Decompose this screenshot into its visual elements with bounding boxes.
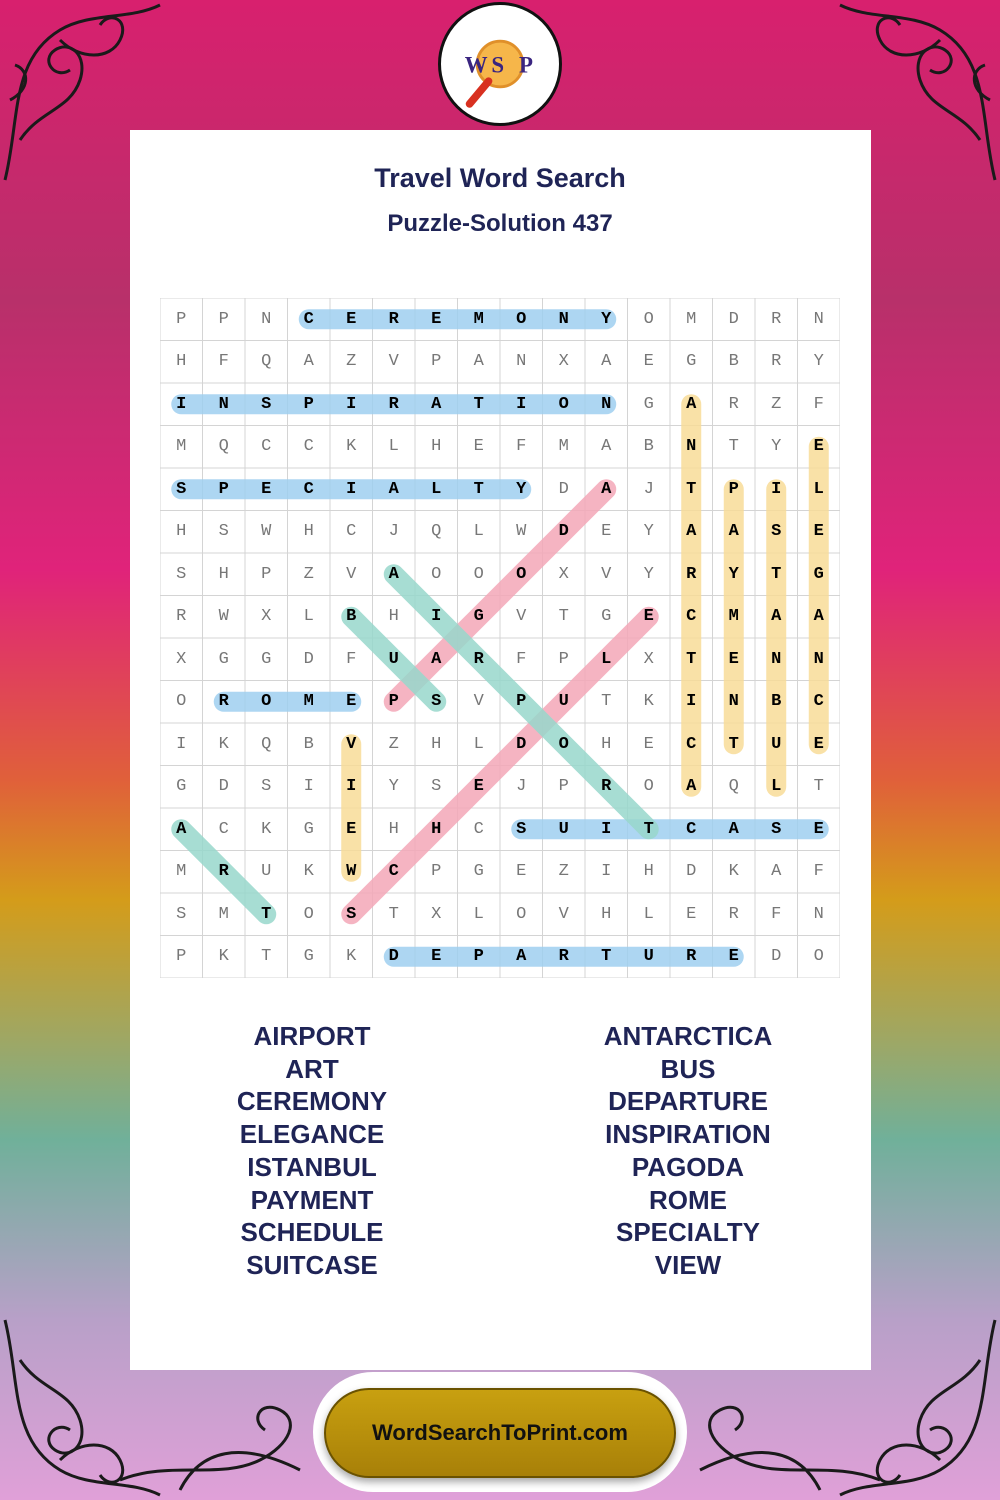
grid-cell[interactable]: Q [728,777,739,797]
grid-cell[interactable]: G [218,649,229,669]
grid-cell[interactable]: X [176,649,187,669]
grid-cell[interactable]: A [473,352,484,372]
grid-cell[interactable]: C [303,479,314,499]
grid-cell[interactable]: T [771,564,782,584]
grid-cell[interactable]: D [686,862,697,882]
grid-cell[interactable]: J [516,777,527,797]
grid-cell[interactable]: K [218,947,229,967]
word-item: ISTANBUL [247,1151,377,1182]
grid-cell[interactable]: R [728,904,739,924]
grid-cell[interactable]: I [346,777,357,797]
grid-cell[interactable]: I [303,777,314,797]
grid-cell[interactable]: M [176,437,187,457]
grid-cell[interactable]: L [813,479,824,499]
grid-cell[interactable]: R [601,777,612,797]
grid-cell[interactable]: P [431,352,442,372]
grid-cell[interactable]: U [558,819,569,839]
word-item: BUS [660,1053,716,1084]
grid-cell[interactable]: N [686,437,697,457]
grid-cell[interactable]: P [218,309,229,329]
grid-cell[interactable]: T [473,394,484,414]
grid-cell[interactable]: U [643,947,654,967]
grid-cell[interactable]: P [558,777,569,797]
grid-cell[interactable]: N [813,649,824,669]
grid-cell[interactable]: E [346,692,357,712]
grid-cell[interactable]: S [771,522,782,542]
grid-cell[interactable]: W [346,862,357,882]
grid-cell[interactable]: S [431,777,442,797]
grid-cell[interactable]: G [473,607,484,627]
grid-cell[interactable]: N [601,394,612,414]
grid-cell[interactable]: I [431,607,442,627]
word-list-left [162,1020,462,1282]
grid-cell[interactable]: N [218,394,229,414]
grid-cell[interactable]: E [813,734,824,754]
grid-cell[interactable]: E [643,352,654,372]
grid-cell[interactable]: E [261,479,272,499]
grid-cell[interactable]: D [558,479,569,499]
grid-cell[interactable]: R [558,947,569,967]
website-link-label: WordSearchToPrint.com [372,1420,628,1445]
grid-cell[interactable]: Z [346,352,357,372]
grid-cell[interactable]: N [728,692,739,712]
grid-cell[interactable]: A [516,947,527,967]
grid-cell[interactable]: R [176,607,187,627]
word-item: ANTARCTICA [603,1021,773,1051]
grid-cell[interactable]: S [176,904,187,924]
grid-cell[interactable]: M [218,904,229,924]
grid-cell[interactable]: D [728,309,739,329]
logo-letter-w: W [464,52,488,78]
grid-cell[interactable]: T [686,649,697,669]
grid-cell[interactable]: O [473,564,484,584]
grid-cell[interactable]: V [516,607,527,627]
grid-cell[interactable]: A [601,352,612,372]
grid-cell[interactable]: F [516,437,527,457]
grid-cell[interactable]: S [431,692,442,712]
grid-cell[interactable]: M [686,309,697,329]
grid-cell[interactable]: L [431,479,442,499]
grid-cell[interactable]: A [686,394,697,414]
grid-cell[interactable]: V [346,734,357,754]
grid-cell[interactable]: O [431,564,442,584]
word-item: DEPARTURE [608,1086,768,1117]
grid-cell[interactable]: Q [261,734,272,754]
grid-cell[interactable]: L [771,777,782,797]
grid-cell[interactable]: E [813,437,824,457]
grid-cell[interactable]: L [388,437,399,457]
word-item: CEREMONY [236,1086,388,1117]
grid-cell[interactable]: C [346,522,357,542]
grid-cell[interactable]: G [303,819,314,839]
logo-letter-s: S [491,52,505,78]
grid-cell[interactable]: O [516,904,527,924]
grid-cell[interactable]: G [601,607,612,627]
grid-cell[interactable]: S [261,777,272,797]
grid-cell[interactable]: D [558,522,569,542]
grid-cell[interactable]: K [218,734,229,754]
grid-cell[interactable]: Q [261,352,272,372]
grid-cell[interactable]: F [346,649,357,669]
website-link-button[interactable] [324,1388,676,1478]
grid-cell[interactable]: R [473,649,484,669]
grid-cell[interactable]: F [813,394,824,414]
grid-cell[interactable]: E [431,309,442,329]
grid-cell[interactable]: Y [813,352,824,372]
grid-cell[interactable]: L [643,904,654,924]
grid-cell[interactable]: P [176,309,187,329]
grid-cell[interactable]: T [558,607,569,627]
grid-cell[interactable]: C [303,309,314,329]
word-item: SUITCASE [246,1249,378,1280]
grid-cell[interactable]: E [473,437,484,457]
grid-cell[interactable]: T [388,904,399,924]
grid-cell[interactable]: E [728,649,739,669]
grid-cell[interactable]: H [218,564,229,584]
grid-cell[interactable]: E [473,777,484,797]
grid-cell[interactable]: H [601,734,612,754]
grid-cell[interactable]: N [558,309,569,329]
grid-cell[interactable]: Z [303,564,314,584]
grid-cell[interactable]: E [601,522,612,542]
grid-cell[interactable]: A [728,819,739,839]
grid-cell[interactable]: I [601,862,612,882]
grid-cell[interactable]: N [261,309,272,329]
grid-cell[interactable]: A [176,819,187,839]
word-item: PAGODA [631,1151,745,1182]
grid-cell[interactable]: M [473,309,484,329]
grid-cell[interactable]: R [218,862,229,882]
grid-cell[interactable]: G [686,352,697,372]
grid-cell[interactable]: O [516,309,527,329]
grid-cell[interactable]: T [643,819,654,839]
grid-cell[interactable]: V [601,564,612,584]
grid-cell[interactable]: P [303,394,314,414]
word-item: SPECIALTY [616,1217,760,1248]
grid-cell[interactable]: A [303,352,314,372]
grid-cell[interactable]: S [176,479,187,499]
grid-cell[interactable]: O [558,734,569,754]
grid-cell[interactable]: P [516,692,527,712]
grid-cell[interactable]: B [303,734,314,754]
word-item: SCHEDULE [240,1217,384,1248]
grid-cell[interactable]: V [558,904,569,924]
grid-cell[interactable]: K [346,437,357,457]
grid-cell[interactable]: I [516,394,527,414]
grid-cell[interactable]: I [346,394,357,414]
grid-cell[interactable]: L [473,522,484,542]
grid-cell[interactable]: T [261,904,272,924]
grid-cell[interactable]: P [176,947,187,967]
grid-cell[interactable]: P [473,947,484,967]
grid-cell[interactable]: R [218,692,229,712]
grid-cell[interactable]: P [388,692,399,712]
grid-cell[interactable]: G [176,777,187,797]
grid-cell[interactable]: L [601,649,612,669]
grid-cell[interactable]: I [686,692,697,712]
grid-cell[interactable]: H [431,734,442,754]
grid-cell[interactable]: F [516,649,527,669]
grid-cell[interactable]: I [601,819,612,839]
grid-cell[interactable]: O [176,692,187,712]
grid-cell[interactable]: F [771,904,782,924]
grid-cell[interactable]: M [176,862,187,882]
grid-cell[interactable]: A [771,862,782,882]
grid-cell[interactable]: R [388,309,399,329]
grid-cell[interactable]: P [261,564,272,584]
grid-cell[interactable]: S [516,819,527,839]
grid-cell[interactable]: G [303,947,314,967]
grid-cell[interactable]: T [601,692,612,712]
grid-cell[interactable]: U [388,649,399,669]
grid-cell[interactable]: A [601,479,612,499]
word-item: ELEGANCE [239,1119,385,1150]
grid-cell[interactable]: L [473,904,484,924]
word-item: PAYMENT [250,1184,374,1215]
grid-cell[interactable]: B [771,692,782,712]
grid-cell[interactable]: A [388,564,399,584]
grid-cell[interactable]: M [728,607,739,627]
grid-cell[interactable]: H [431,819,442,839]
grid-cell[interactable]: E [728,947,739,967]
logo-letter-p: P [519,52,533,78]
grid-cell[interactable]: Y [728,564,739,584]
grid-cell[interactable]: H [431,437,442,457]
grid-cell[interactable]: E [346,309,357,329]
grid-cell[interactable]: H [388,607,399,627]
grid-cell[interactable]: K [643,692,654,712]
grid-cell[interactable]: E [431,947,442,967]
grid-cell[interactable]: G [643,394,654,414]
grid-cell[interactable]: Y [601,309,612,329]
grid-cell[interactable]: C [813,692,824,712]
grid-cell[interactable]: N [516,352,527,372]
grid-cell[interactable]: O [303,904,314,924]
grid-cell[interactable]: F [813,862,824,882]
grid-cell[interactable]: D [516,734,527,754]
grid-cell[interactable]: K [728,862,739,882]
grid-cell[interactable]: D [771,947,782,967]
word-item: ART [285,1053,339,1084]
grid-cell[interactable]: Z [388,734,399,754]
grid-cell[interactable]: Q [218,437,229,457]
grid-cell[interactable]: R [771,309,782,329]
grid-cell[interactable]: R [686,564,697,584]
grid-cell[interactable]: A [431,394,442,414]
grid-cell[interactable]: D [388,947,399,967]
grid-cell[interactable]: A [388,479,399,499]
grid-cell[interactable]: H [601,904,612,924]
grid-cell[interactable]: C [218,819,229,839]
grid-cell[interactable]: O [558,394,569,414]
grid-cell[interactable]: T [261,947,272,967]
wsp-logo[interactable] [438,2,562,126]
grid-cell[interactable]: T [813,777,824,797]
grid-cell[interactable]: L [303,607,314,627]
grid-cell[interactable]: A [686,777,697,797]
grid-cell[interactable]: D [218,777,229,797]
grid-cell[interactable]: H [643,862,654,882]
grid-cell[interactable]: C [686,607,697,627]
word-item: ROME [649,1184,727,1215]
grid-cell[interactable]: T [686,479,697,499]
grid-cell[interactable]: C [261,437,272,457]
grid-cell[interactable]: X [558,352,569,372]
grid-cell[interactable]: W [516,522,527,542]
grid-cell[interactable]: R [388,394,399,414]
grid-cell[interactable]: O [516,564,527,584]
word-list-right [538,1020,838,1282]
grid-cell[interactable]: R [728,394,739,414]
grid-cell[interactable]: P [431,862,442,882]
grid-cell[interactable]: K [346,947,357,967]
grid-cell[interactable]: Q [431,522,442,542]
grid-cell[interactable]: G [473,862,484,882]
grid-cell[interactable]: Z [771,394,782,414]
grid-cell[interactable]: W [261,522,272,542]
grid-cell[interactable]: T [728,734,739,754]
grid-cell[interactable]: R [771,352,782,372]
grid-cell[interactable]: G [261,649,272,669]
grid-cell[interactable]: E [686,904,697,924]
grid-cell[interactable]: B [728,352,739,372]
grid-cell[interactable]: O [643,309,654,329]
grid-cell[interactable]: F [218,352,229,372]
grid-cell[interactable]: S [261,394,272,414]
grid-cell[interactable]: C [303,437,314,457]
puzzle-subtitle: Puzzle-Solution 437 [387,210,613,237]
grid-cell[interactable]: J [388,522,399,542]
grid-cell[interactable]: S [218,522,229,542]
grid-cell[interactable]: C [686,819,697,839]
grid-cell[interactable]: A [601,437,612,457]
grid-cell[interactable]: E [643,607,654,627]
grid-cell[interactable]: E [813,522,824,542]
grid-cell[interactable]: A [431,649,442,669]
grid-cell[interactable]: I [771,479,782,499]
grid-cell[interactable]: L [473,734,484,754]
grid-cell[interactable]: A [813,607,824,627]
grid-cell[interactable]: Y [643,522,654,542]
grid-cell[interactable]: X [431,904,442,924]
grid-cell[interactable]: P [558,649,569,669]
grid-cell[interactable]: G [813,564,824,584]
grid-cell[interactable]: B [643,437,654,457]
grid-cell[interactable]: S [346,904,357,924]
grid-cell[interactable]: S [771,819,782,839]
grid-cell[interactable]: N [813,904,824,924]
grid-cell[interactable]: U [771,734,782,754]
grid-cell[interactable]: A [771,607,782,627]
grid-cell[interactable]: I [176,394,187,414]
grid-cell[interactable]: Z [558,862,569,882]
grid-cell[interactable]: H [176,352,187,372]
grid-cell[interactable]: V [388,352,399,372]
grid-cell[interactable]: E [346,819,357,839]
grid-cell[interactable]: H [176,522,187,542]
grid-cell[interactable]: X [643,649,654,669]
word-item: VIEW [654,1249,722,1280]
grid-cell[interactable]: T [728,437,739,457]
grid-cell[interactable]: X [558,564,569,584]
grid-cell[interactable]: I [176,734,187,754]
grid-cell[interactable]: D [303,649,314,669]
grid-cell[interactable]: T [601,947,612,967]
grid-cell[interactable]: Y [516,479,527,499]
grid-cell[interactable]: E [516,862,527,882]
grid-cell[interactable]: K [261,819,272,839]
grid-cell[interactable]: Y [771,437,782,457]
grid-cell[interactable]: B [346,607,357,627]
grid-cell[interactable]: Y [388,777,399,797]
grid-cell[interactable]: P [218,479,229,499]
grid-cell[interactable]: I [346,479,357,499]
grid-cell[interactable]: R [686,947,697,967]
grid-cell[interactable]: H [388,819,399,839]
grid-cell[interactable]: C [686,734,697,754]
grid-cell[interactable]: U [558,692,569,712]
grid-cell[interactable]: N [771,649,782,669]
grid-cell[interactable]: W [218,607,229,627]
grid-cell[interactable]: V [346,564,357,584]
grid-cell[interactable]: C [473,819,484,839]
grid-cell[interactable]: M [303,692,314,712]
word-search-grid [160,298,840,978]
grid-cell[interactable]: C [388,862,399,882]
grid-cell[interactable]: Y [643,564,654,584]
magnifier-icon [470,81,489,104]
grid-cell[interactable]: O [261,692,272,712]
grid-cell[interactable]: H [303,522,314,542]
grid-cell[interactable]: A [686,522,697,542]
grid-cell[interactable]: J [643,479,654,499]
grid-cell[interactable]: X [261,607,272,627]
grid-cell[interactable]: A [728,522,739,542]
grid-cell[interactable]: S [176,564,187,584]
grid-cell[interactable]: P [728,479,739,499]
grid-cell[interactable]: U [261,862,272,882]
grid-cell[interactable]: N [813,309,824,329]
grid-cell[interactable]: V [473,692,484,712]
grid-cell[interactable]: T [473,479,484,499]
grid-cell[interactable]: O [813,947,824,967]
puzzle-title: Travel Word Search [374,163,626,193]
grid-cell[interactable]: K [303,862,314,882]
grid-cell[interactable]: M [558,437,569,457]
grid-cell[interactable]: E [813,819,824,839]
grid-cell[interactable]: O [643,777,654,797]
grid-cell[interactable]: E [643,734,654,754]
word-item: AIRPORT [253,1021,371,1051]
word-item: INSPIRATION [605,1119,771,1150]
